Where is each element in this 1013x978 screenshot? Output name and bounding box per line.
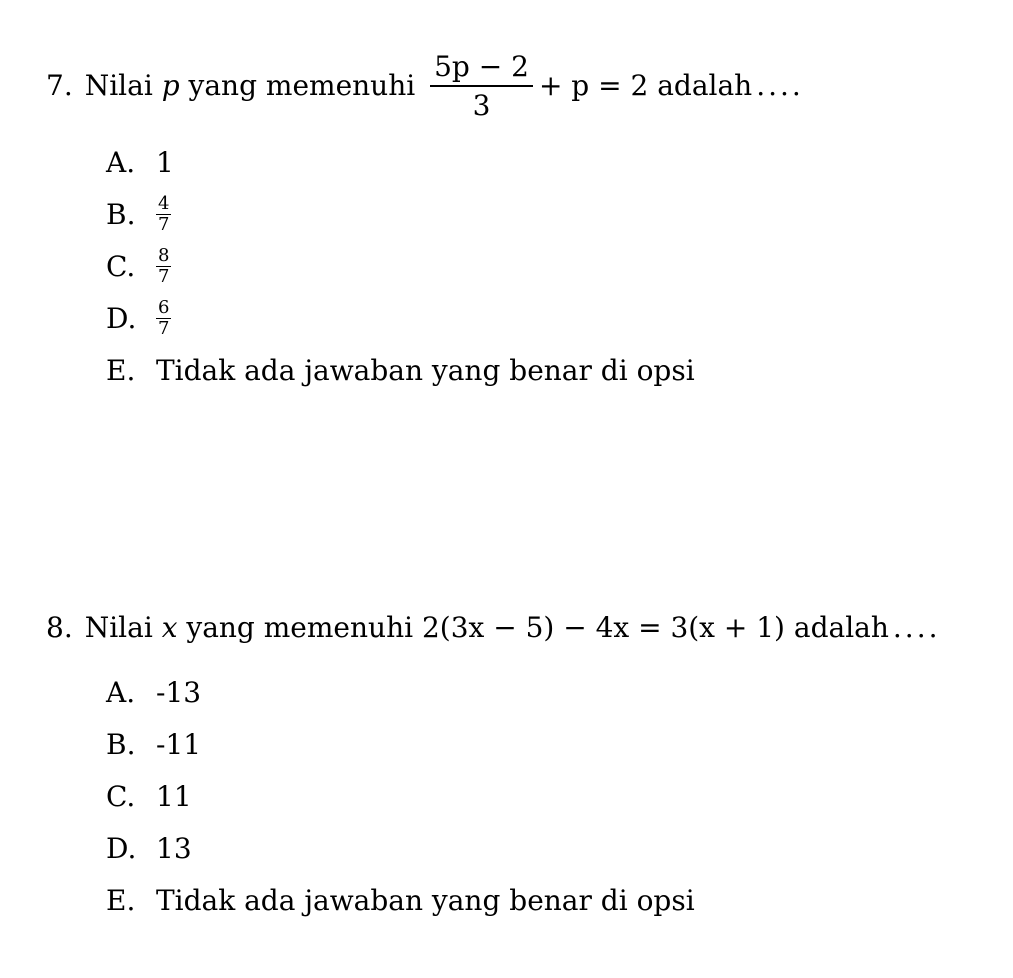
option-numerator: 8 [158, 244, 170, 266]
ellipsis: .... [756, 69, 804, 103]
option-letter: B. [106, 727, 136, 761]
option-value: 13 [156, 831, 192, 865]
question-8-options [106, 666, 695, 926]
equation: 2(3x − 5) − 4x = 3(x + 1) [421, 611, 785, 644]
prompt-variable: p [161, 69, 180, 103]
option-letter: C. [106, 779, 136, 813]
prompt-prefix: Nilai [84, 611, 153, 644]
option-d[interactable] [106, 822, 695, 874]
option-a[interactable] [106, 136, 695, 188]
option-letter: E. [106, 883, 136, 917]
option-denominator: 7 [158, 213, 170, 235]
option-b[interactable] [106, 718, 695, 770]
option-a[interactable] [106, 666, 695, 718]
prompt-prefix: Nilai [84, 69, 153, 103]
option-value: Tidak ada jawaban yang benar di opsi [156, 353, 695, 387]
option-letter: B. [106, 197, 136, 231]
option-numerator: 6 [158, 296, 170, 318]
equation-fraction [430, 52, 533, 121]
prompt-suffix: adalah [657, 69, 753, 103]
option-e[interactable] [106, 344, 695, 396]
prompt-middle: yang memenuhi [186, 611, 414, 644]
option-value: -13 [156, 675, 202, 709]
option-numerator: 4 [158, 192, 170, 214]
prompt-middle: yang memenuhi [188, 69, 416, 103]
ellipsis: .... [892, 611, 941, 644]
option-denominator: 7 [158, 265, 170, 287]
option-letter: E. [106, 353, 136, 387]
fraction-denominator: 3 [472, 89, 491, 123]
prompt-variable: x [161, 611, 178, 644]
question-8-prompt [46, 611, 941, 644]
option-value: 1 [156, 145, 174, 179]
question-7 [46, 52, 804, 121]
question-8 [46, 611, 941, 644]
option-b[interactable] [106, 188, 695, 240]
option-c[interactable] [106, 240, 695, 292]
option-letter: A. [106, 145, 136, 179]
question-7-options [106, 136, 695, 396]
question-number: 8. [46, 611, 73, 644]
fraction-numerator: 5p − 2 [430, 52, 533, 87]
question-7-prompt [46, 52, 804, 121]
option-e[interactable] [106, 874, 695, 926]
option-value: Tidak ada jawaban yang benar di opsi [156, 883, 695, 917]
option-letter: D. [106, 831, 137, 865]
question-number: 7. [46, 69, 73, 103]
option-letter: C. [106, 249, 136, 283]
equation-rest: + p = 2 [538, 69, 649, 103]
option-c[interactable] [106, 770, 695, 822]
option-value: -11 [156, 727, 202, 761]
option-fraction [156, 296, 171, 339]
option-denominator: 7 [158, 317, 170, 339]
option-value: 11 [156, 779, 192, 813]
prompt-suffix: adalah [793, 611, 889, 644]
option-letter: A. [106, 675, 136, 709]
option-fraction [156, 192, 171, 235]
option-letter: D. [106, 301, 137, 335]
option-d[interactable] [106, 292, 695, 344]
option-fraction [156, 244, 171, 287]
